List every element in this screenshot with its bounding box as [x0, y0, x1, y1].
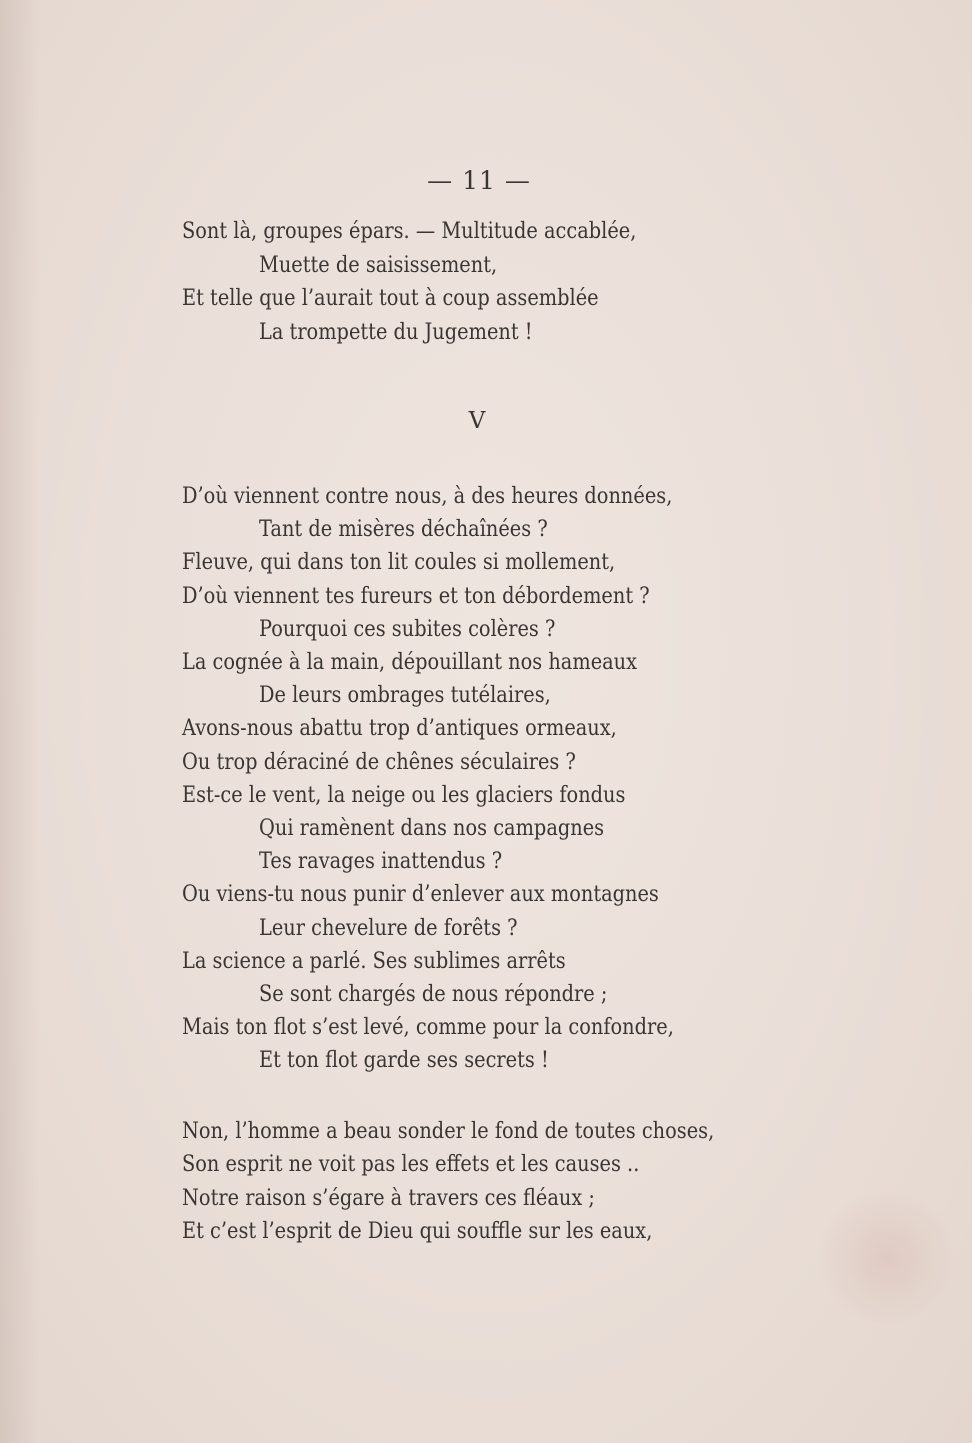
verse-line: Se sont chargés de nous répondre ; [259, 981, 608, 1007]
verse-line: Sont là, groupes épars. — Multitude accablée, [182, 218, 637, 244]
verse-line: Avons-nous abattu trop d’antiques ormeaux, [182, 715, 617, 742]
verse-line: Mais ton flot s’est levé, comme pour la confondre, [182, 1014, 674, 1041]
verse-line: Qui ramènent dans nos campagnes [259, 815, 605, 841]
verse-line: Tant de misères déchaînées ? [259, 516, 548, 543]
page-edge-shadow [0, 0, 40, 1443]
verse-line: La trompette du Jugement ! [259, 319, 533, 346]
verse-line: Et c’est l’esprit de Dieu qui souffle sur les eaux, [182, 1217, 653, 1244]
section-heading: V [468, 408, 486, 434]
paper-stain [812, 1193, 962, 1323]
verse-line: De leurs ombrages tutélaires, [259, 682, 551, 709]
verse-line: Ou viens-tu nous punir d’enlever aux montagnes [182, 881, 659, 908]
verse-line: Ou trop déraciné de chênes séculaires ? [182, 748, 576, 775]
page-number: — 11 — [427, 166, 531, 195]
verse-line: Muette de saisissement, [259, 251, 498, 278]
verse-line: Tes ravages inattendus ? [259, 848, 503, 875]
verse-line: Notre raison s’égare à travers ces fléaux ; [182, 1184, 595, 1211]
verse-line: Non, l’homme a beau sonder le fond de toutes choses, [182, 1118, 715, 1144]
verse-line: Et ton flot garde ses secrets ! [259, 1047, 549, 1074]
verse-line: Et telle que l’aurait tout à coup assemblée [182, 285, 599, 312]
verse-line: Fleuve, qui dans ton lit coules si mollement, [182, 549, 616, 576]
verse-line: Est-ce le vent, la neige ou les glaciers fondus [182, 781, 626, 808]
verse-line: D’où viennent tes fureurs et ton débordement ? [182, 582, 650, 609]
verse-line: La science a parlé. Ses sublimes arrêts [182, 947, 566, 974]
verse-line: D’où viennent contre nous, à des heures données, [182, 483, 673, 509]
verse-line: Son esprit ne voit pas les effets et les causes .. [182, 1151, 640, 1178]
verse-line: Leur chevelure de forêts ? [259, 914, 518, 941]
verse-line: La cognée à la main, dépouillant nos hameaux [182, 649, 638, 675]
verse-line: Pourquoi ces subites colères ? [259, 615, 556, 642]
